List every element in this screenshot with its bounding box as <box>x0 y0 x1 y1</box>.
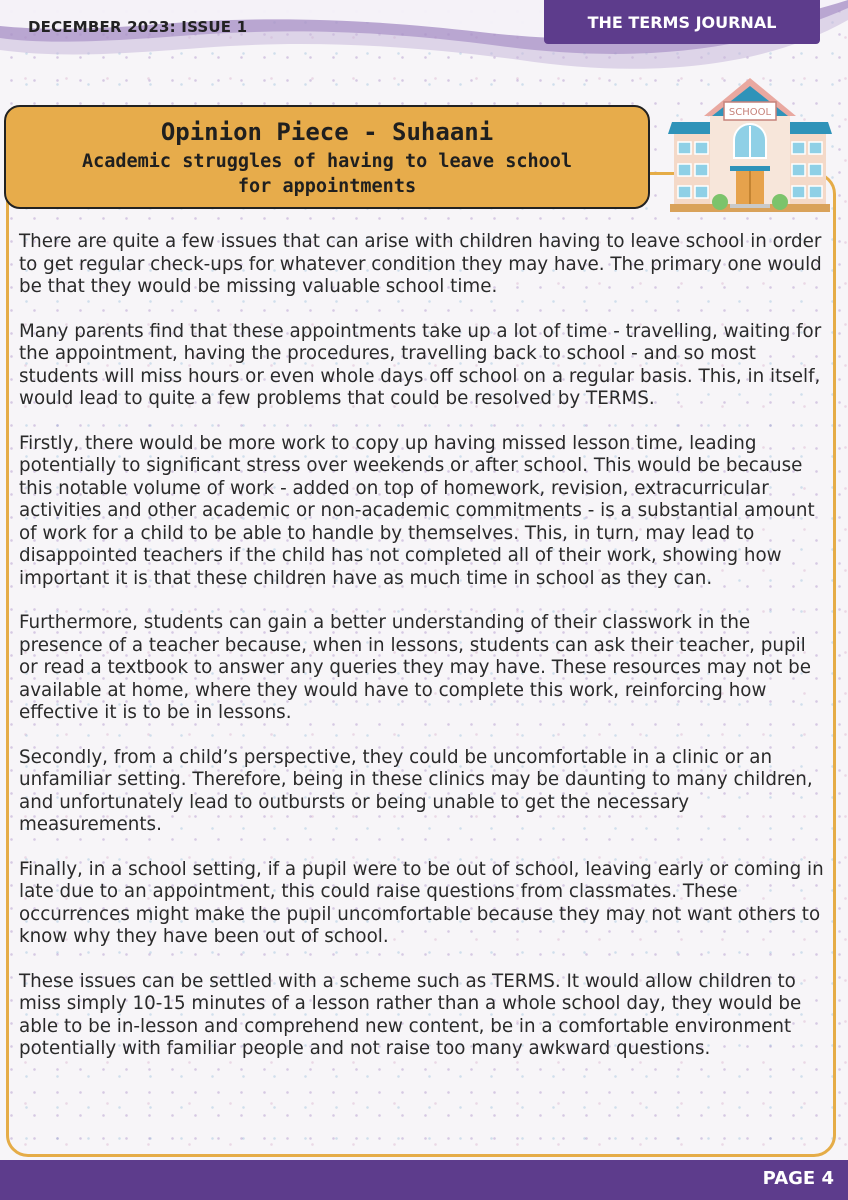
article-paragraph: Firstly, there would be more work to copy up having missed lesson time, leading potentially to significant stress over weekends or after school. This would be because this notable volume of work - added on top of homework, revision, extracurricular activities and other academic or non-academic commitments - is a substantial amount of work for a child to be able to handle by themselves. This, in turn, may lead to disappointed teachers if the child has not completed all of their work, showing how important it is that these children have as much time in school as they can. <box>19 432 815 589</box>
footer-bar <box>0 1160 848 1200</box>
article-paragraph: Finally, in a school setting, if a pupil were to be out of school, leaving early or coming in late due to an appointment, this could raise questions from classmates. These occurrences might make the pupil uncomfortable because they may not want others to know why they have been out of school. <box>19 858 824 947</box>
title-box <box>4 105 650 209</box>
issue-date-label: DECEMBER 2023: ISSUE 1 <box>28 18 248 36</box>
journal-name-tab: THE TERMS JOURNAL <box>544 0 820 44</box>
school-building-icon <box>664 72 836 214</box>
article-paragraph: Secondly, from a child’s perspective, they could be uncomfortable in a clinic or an unfamiliar setting. Therefore, being in these clinics may be daunting to many children, and unfortunately lead to outbursts or being unable to get the necessary measurements. <box>19 746 813 835</box>
article-paragraph: These issues can be settled with a scheme such as TERMS. It would allow children to miss simply 10-15 minutes of a lesson rather than a whole school day, they would be able to be in-lesson and comprehend new content, be in a comfortable environment potentially with familiar people and not raise too many awkward questions. <box>19 970 802 1059</box>
article-paragraph: Many parents find that these appointments take up a lot of time - travelling, waiting for the appointment, having the procedures, travelling back to school - and so most students will miss hours or even whole days off school on a regular basis. This, in itself, would lead to quite a few problems that could be resolved by TERMS. <box>19 320 822 409</box>
article-subtitle: Academic struggles of having to leave school for appointments <box>81 151 573 197</box>
page-number: PAGE 4 <box>762 1168 834 1189</box>
school-sign-text: SCHOOL <box>728 107 772 118</box>
article-body <box>19 231 827 1083</box>
article-title: Opinion Piece - Suhaani <box>160 118 494 146</box>
article-paragraph: Furthermore, students can gain a better understanding of their classwork in the presence of a teacher because, when in lessons, students can ask their teacher, pupil or read a textbook to answer any queries they may have. These resources may not be available at home, where they would have to complete this work, reinforcing how effective it is to be in lessons. <box>19 612 811 723</box>
article-paragraph: There are quite a few issues that can arise with children having to leave school in order to get regular check-ups for whatever condition they may have. The primary one would be that they would be missing valuable school time. <box>19 231 822 297</box>
